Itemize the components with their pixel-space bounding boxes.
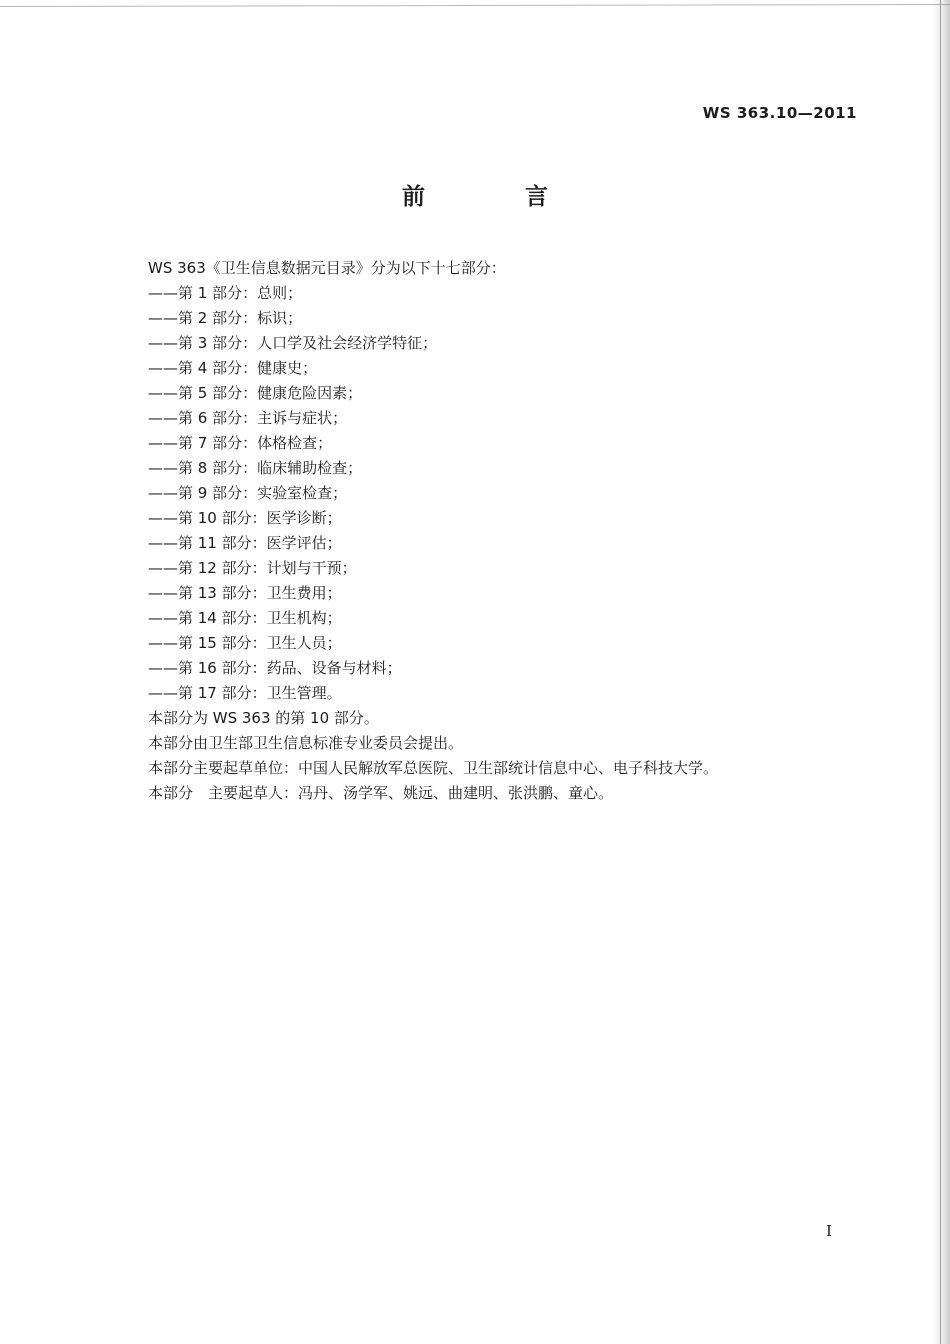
part-item: ——第 11 部分：医学评估； bbox=[148, 534, 342, 552]
statement-proposer: 本部分由卫生部卫生信息标准专业委员会提出。 bbox=[148, 734, 464, 752]
part-item: ——第 1 部分：总则； bbox=[148, 284, 303, 302]
part-item: ——第 17 部分：卫生管理。 bbox=[148, 684, 342, 702]
part-item: ——第 13 部分：卫生费用； bbox=[148, 584, 342, 602]
part-item: ——第 9 部分：实验室检查； bbox=[148, 484, 348, 502]
statement-part-number: 本部分为 WS 363 的第 10 部分。 bbox=[148, 709, 379, 727]
part-item: ——第 2 部分：标识； bbox=[148, 309, 303, 327]
part-item: ——第 7 部分：体格检查； bbox=[148, 434, 333, 452]
page-number: I bbox=[826, 1222, 832, 1240]
part-item: ——第 8 部分：临床辅助检查； bbox=[148, 459, 363, 477]
page-title: 前 言 bbox=[401, 184, 594, 210]
part-item: ——第 12 部分：计划与干预； bbox=[148, 559, 357, 577]
standard-number: WS 363.10—2011 bbox=[702, 104, 857, 122]
part-item: ——第 10 部分：医学诊断； bbox=[148, 509, 342, 527]
part-item: ——第 16 部分：药品、设备与材料； bbox=[148, 659, 402, 677]
part-item: ——第 15 部分：卫生人员； bbox=[148, 634, 342, 652]
part-item: ——第 3 部分：人口学及社会经济学特征； bbox=[148, 334, 438, 352]
intro-line: WS 363《卫生信息数据元目录》分为以下十七部分： bbox=[148, 259, 506, 277]
part-item: ——第 14 部分：卫生机构； bbox=[148, 609, 342, 627]
scan-top-border bbox=[0, 4, 950, 7]
statement-drafting-units: 本部分主要起草单位：中国人民解放军总医院、卫生部统计信息中心、电子科技大学。 bbox=[148, 759, 719, 777]
statement-drafters: 本部分 主要起草人：冯丹、汤学军、姚远、曲建明、张洪鹏、童心。 bbox=[148, 784, 614, 802]
part-item: ——第 5 部分：健康危险因素； bbox=[148, 384, 363, 402]
part-item: ——第 4 部分：健康史； bbox=[148, 359, 318, 377]
part-item: ——第 6 部分：主诉与症状； bbox=[148, 409, 348, 427]
